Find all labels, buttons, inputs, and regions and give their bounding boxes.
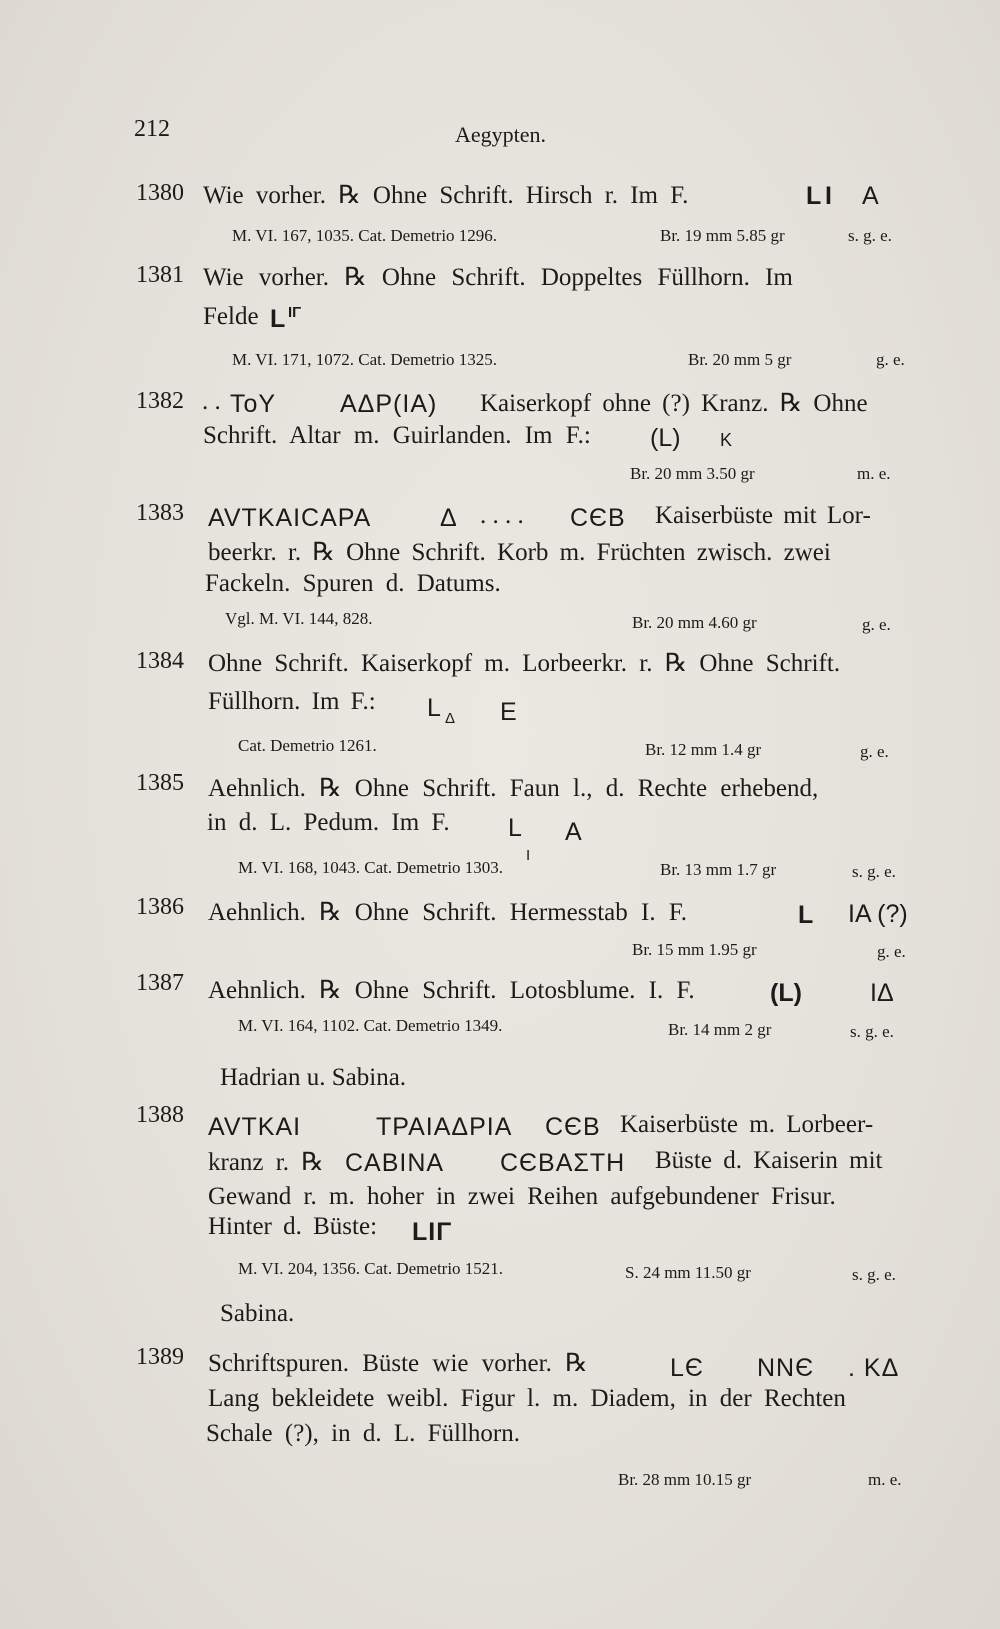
greek-legend: TPAIAΔPIA <box>376 1113 513 1141</box>
entry-text: in d. L. Pedum. Im F. <box>207 809 450 836</box>
section-heading: Sabina. <box>220 1300 295 1327</box>
weight-size: Br. 20 mm 3.50 gr <box>630 464 755 483</box>
entry-text: kranz r. ℞ <box>208 1149 324 1176</box>
entry-text: Ohne Schrift. Kaiserkopf m. Lorbeerkr. r. ℞ Ohne Schrift. <box>208 650 841 677</box>
entry-number: 1380 <box>136 180 184 206</box>
reference-line: Cat. Demetrio 1261. <box>238 736 377 755</box>
entry-text: Büste d. Kaiserin mit <box>655 1147 883 1174</box>
condition: g. e. <box>876 350 905 369</box>
entry-number: 1382 <box>136 388 184 414</box>
entry-text: beerkr. r. ℞ Ohne Schrift. Korb m. Früchten zwisch. zwei <box>208 539 831 566</box>
weight-size: Br. 13 mm 1.7 gr <box>660 860 777 879</box>
entry-number: 1385 <box>136 770 184 796</box>
condition: m. e. <box>868 1470 902 1489</box>
entry-text: . . <box>202 388 221 415</box>
entry-text: Aehnlich. ℞ Ohne Schrift. Faun l., d. Rechte erhebend, <box>208 775 819 802</box>
entry-text: Schriftspuren. Büste wie vorher. ℞ <box>208 1350 588 1377</box>
entry-text: Wie vorher. ℞ Ohne Schrift. Hirsch r. Im F. <box>203 182 689 209</box>
greek-legend: CЄB <box>545 1113 601 1141</box>
entry-text: Kaiserbüste m. Lorbeer- <box>620 1111 874 1138</box>
greek-legend: A <box>862 182 879 210</box>
greek-legend: LIΓ <box>412 1218 453 1246</box>
greek-legend: L <box>427 694 441 722</box>
condition: s. g. e. <box>850 1022 894 1041</box>
entry-text: Gewand r. m. hoher in zwei Reihen aufgebundener Frisur. <box>208 1183 836 1210</box>
entry-text: Fackeln. Spuren d. Datums. <box>205 570 501 597</box>
greek-legend: (L) <box>650 424 681 452</box>
weight-size: Br. 28 mm 10.15 gr <box>618 1470 752 1489</box>
page-number: 212 <box>134 116 170 142</box>
section-heading: Hadrian u. Sabina. <box>220 1064 407 1091</box>
greek-legend: CABINA <box>345 1149 445 1177</box>
entry-text: Schale (?), in d. L. Füllhorn. <box>206 1420 520 1447</box>
greek-legend: L <box>806 182 822 210</box>
weight-size: Br. 20 mm 4.60 gr <box>632 613 757 632</box>
entry-text: Aehnlich. ℞ Ohne Schrift. Lotosblume. I. F. <box>208 977 695 1004</box>
greek-legend: . KΔ <box>848 1354 900 1382</box>
greek-legend: E <box>500 698 517 726</box>
entry-number: 1387 <box>136 970 184 996</box>
condition: m. e. <box>857 464 891 483</box>
condition: s. g. e. <box>848 226 892 245</box>
greek-superscript: Δ <box>445 710 456 727</box>
entry-text: Kaiserbüste mit Lor- <box>655 502 871 529</box>
greek-legend: I <box>825 182 832 210</box>
entry-number: 1388 <box>136 1102 184 1128</box>
entry-text: Wie vorher. ℞ Ohne Schrift. Doppeltes Füllhorn. Im <box>203 264 793 291</box>
weight-size: Br. 20 mm 5 gr <box>688 350 792 369</box>
greek-legend: A <box>565 818 582 846</box>
reference-line: M. VI. 168, 1043. Cat. Demetrio 1303. <box>238 858 504 877</box>
reference-line: M. VI. 204, 1356. Cat. Demetrio 1521. <box>238 1259 504 1278</box>
reference-line: M. VI. 171, 1072. Cat. Demetrio 1325. <box>232 350 498 369</box>
greek-legend: L <box>508 814 522 842</box>
condition: s. g. e. <box>852 1265 896 1284</box>
reference-line: M. VI. 164, 1102. Cat. Demetrio 1349. <box>238 1016 503 1035</box>
greek-legend: L <box>270 305 286 333</box>
weight-size: Br. 12 mm 1.4 gr <box>645 740 762 759</box>
entry-text: Schrift. Altar m. Guirlanden. Im F.: <box>203 422 591 449</box>
weight-size: S. 24 mm 11.50 gr <box>625 1263 751 1282</box>
condition: g. e. <box>862 615 891 634</box>
greek-legend: K <box>720 430 733 450</box>
greek-legend: (L) <box>770 979 802 1007</box>
greek-legend: CЄB <box>570 504 626 532</box>
greek-legend: LЄ <box>670 1354 704 1382</box>
entry-number: 1389 <box>136 1344 184 1370</box>
weight-size: Br. 14 mm 2 gr <box>668 1020 772 1039</box>
greek-legend: ToY <box>230 390 277 418</box>
entry-number: 1383 <box>136 500 184 526</box>
condition: s. g. e. <box>852 862 896 881</box>
greek-superscript: I <box>526 847 531 864</box>
entry-text: Hinter d. Büste: <box>208 1213 378 1240</box>
entry-number: 1381 <box>136 262 184 288</box>
entry-text: Lang bekleidete weibl. Figur l. m. Diadem, in der Rechten <box>208 1385 846 1412</box>
reference-line: Vgl. M. VI. 144, 828. <box>225 609 373 628</box>
entry-number: 1384 <box>136 648 184 674</box>
greek-legend: IΔ <box>870 979 894 1007</box>
weight-size: Br. 15 mm 1.95 gr <box>632 940 757 959</box>
greek-legend: AVTKAICAPA <box>208 504 372 532</box>
greek-superscript: IΓ <box>288 304 302 321</box>
running-title: Aegypten. <box>455 122 547 147</box>
entry-text: Füllhorn. Im F.: <box>208 688 376 715</box>
greek-legend: NNЄ <box>757 1354 815 1382</box>
condition: g. e. <box>860 742 889 761</box>
entry-text: . . . . <box>480 502 524 529</box>
greek-legend: Δ <box>440 504 458 532</box>
entry-number: 1386 <box>136 894 184 920</box>
greek-legend: AVTKAI <box>208 1113 302 1141</box>
condition: g. e. <box>877 942 906 961</box>
greek-legend: L <box>798 901 814 929</box>
greek-legend: CЄBAΣTH <box>500 1149 626 1177</box>
greek-legend: AΔP(IA) <box>340 390 438 418</box>
greek-legend: IA (?) <box>848 900 908 928</box>
entry-text: Felde <box>203 303 259 330</box>
entry-text: Kaiserkopf ohne (?) Kranz. ℞ Ohne <box>480 390 868 417</box>
reference-line: M. VI. 167, 1035. Cat. Demetrio 1296. <box>232 226 498 245</box>
weight-size: Br. 19 mm 5.85 gr <box>660 226 785 245</box>
entry-text: Aehnlich. ℞ Ohne Schrift. Hermesstab I. F. <box>208 899 687 926</box>
